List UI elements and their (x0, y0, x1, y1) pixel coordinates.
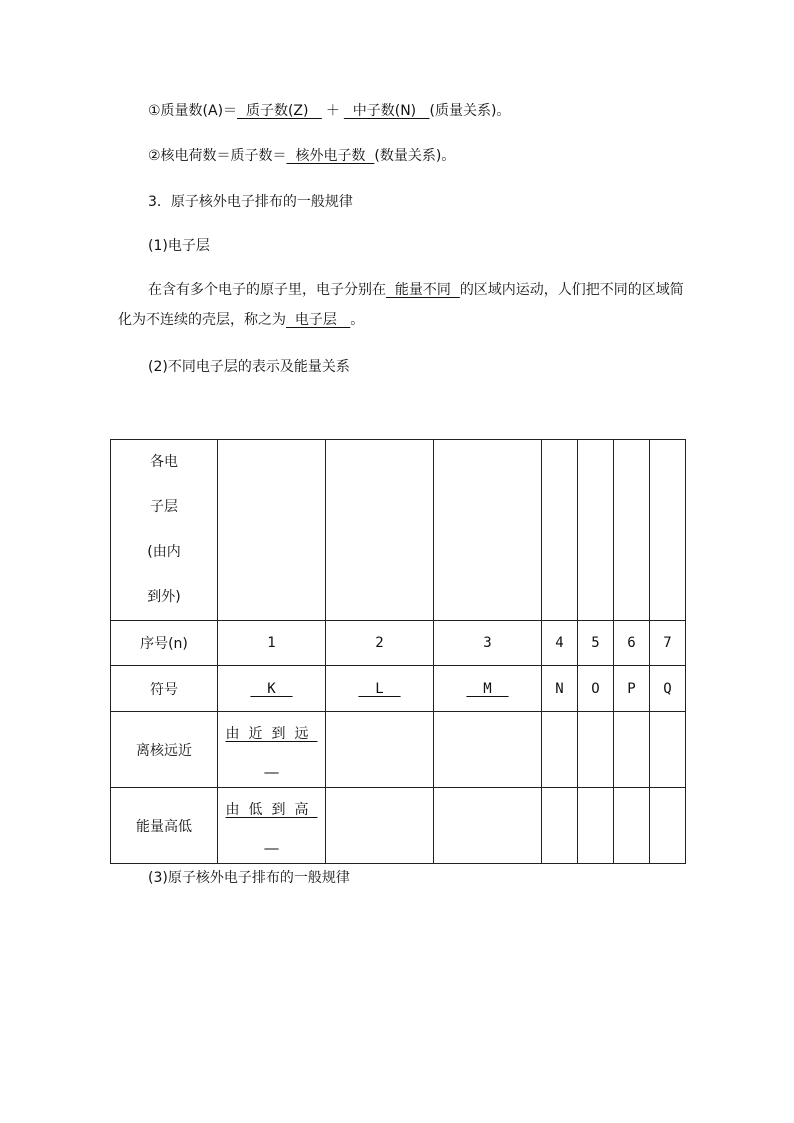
energy-answer-tail: __ (264, 833, 279, 850)
table-cell (614, 440, 650, 621)
table-row-distance (111, 712, 686, 788)
count-relation-suffix: (数量关系)。 (374, 148, 456, 164)
nuclear-charge-prefix: ②核电荷数＝质子数＝ (148, 148, 287, 164)
table-cell (326, 788, 434, 864)
shell-symbol: P (614, 666, 650, 712)
plus-sign: ＋ (325, 103, 340, 119)
shell-symbol: O (578, 666, 614, 712)
electron-shell-table (110, 439, 686, 864)
table-cell (650, 440, 686, 621)
header-line: (由内 (147, 544, 181, 560)
blank-electron-shell: 电子层 (286, 312, 351, 328)
table-cell (434, 712, 542, 788)
mass-relation-suffix: (质量关系)。 (429, 103, 511, 119)
table-cell (578, 788, 614, 864)
paragraph-text-b: 的区域内运动，人们把不同的区域简化为不连续的壳层，称之为 (118, 282, 684, 328)
subsection-1-heading: (1)电子层 (148, 238, 210, 254)
subsection-3-heading: (3)原子核外电子排布的一般规律 (148, 870, 350, 886)
energy-answer (218, 788, 326, 864)
paragraph-text-a: 在含有多个电子的原子里，电子分别在 (148, 282, 386, 298)
mass-number-prefix: ①质量数(A)＝ (148, 103, 238, 119)
table-cell (542, 712, 578, 788)
shell-symbol: K (250, 680, 293, 697)
table-cell (542, 440, 578, 621)
table-cell (326, 712, 434, 788)
section-3-heading: 3．原子核外电子排布的一般规律 (148, 194, 353, 210)
shell-number: 7 (650, 621, 686, 666)
table-cell (218, 440, 326, 621)
table-cell (614, 788, 650, 864)
table-row-symbol (111, 666, 686, 712)
row-label-distance: 离核远近 (111, 712, 218, 788)
blank-electron-count: 核外电子数 (286, 148, 375, 164)
blank-different-energy: 能量不同 (386, 282, 460, 298)
shell-number: 6 (614, 621, 650, 666)
table-cell (434, 440, 542, 621)
table-header-row (111, 440, 686, 621)
shell-symbol: M (466, 680, 509, 697)
shell-symbol: Q (650, 666, 686, 712)
header-line: 子层 (150, 499, 178, 515)
table-cell (578, 712, 614, 788)
blank-neutron-number: 中子数(N) (343, 103, 430, 119)
shell-symbol: L (358, 680, 401, 697)
shell-symbol: N (542, 666, 578, 712)
distance-answer-tail: __ (264, 757, 279, 774)
table-cell (542, 788, 578, 864)
shell-number: 5 (578, 621, 614, 666)
distance-answer (218, 712, 326, 788)
table-cell (650, 788, 686, 864)
energy-answer-text: 由低到高 (225, 801, 318, 818)
shell-number: 4 (542, 621, 578, 666)
subsection-2-heading: (2)不同电子层的表示及能量关系 (148, 359, 350, 375)
shell-number: 1 (218, 621, 326, 666)
row-label-symbol: 符号 (111, 666, 218, 712)
header-line: 到外) (147, 589, 181, 605)
electron-shell-paragraph (118, 275, 688, 335)
row-label-energy: 能量高低 (111, 788, 218, 864)
blank-proton-number: 质子数(Z) (237, 103, 322, 119)
paragraph-text-c: 。 (350, 312, 365, 328)
table-cell (326, 440, 434, 621)
shell-number: 2 (326, 621, 434, 666)
table-cell (578, 440, 614, 621)
table-cell (614, 712, 650, 788)
table-row-number (111, 621, 686, 666)
table-cell (650, 712, 686, 788)
shell-number: 3 (434, 621, 542, 666)
nuclear-charge-line (148, 146, 455, 166)
table-row-energy (111, 788, 686, 864)
header-shell-label (111, 440, 218, 621)
mass-number-line (148, 101, 510, 121)
header-line: 各电 (150, 454, 178, 470)
table-cell (434, 788, 542, 864)
row-label-number: 序号(n) (111, 621, 218, 666)
distance-answer-text: 由近到远 (225, 725, 318, 742)
